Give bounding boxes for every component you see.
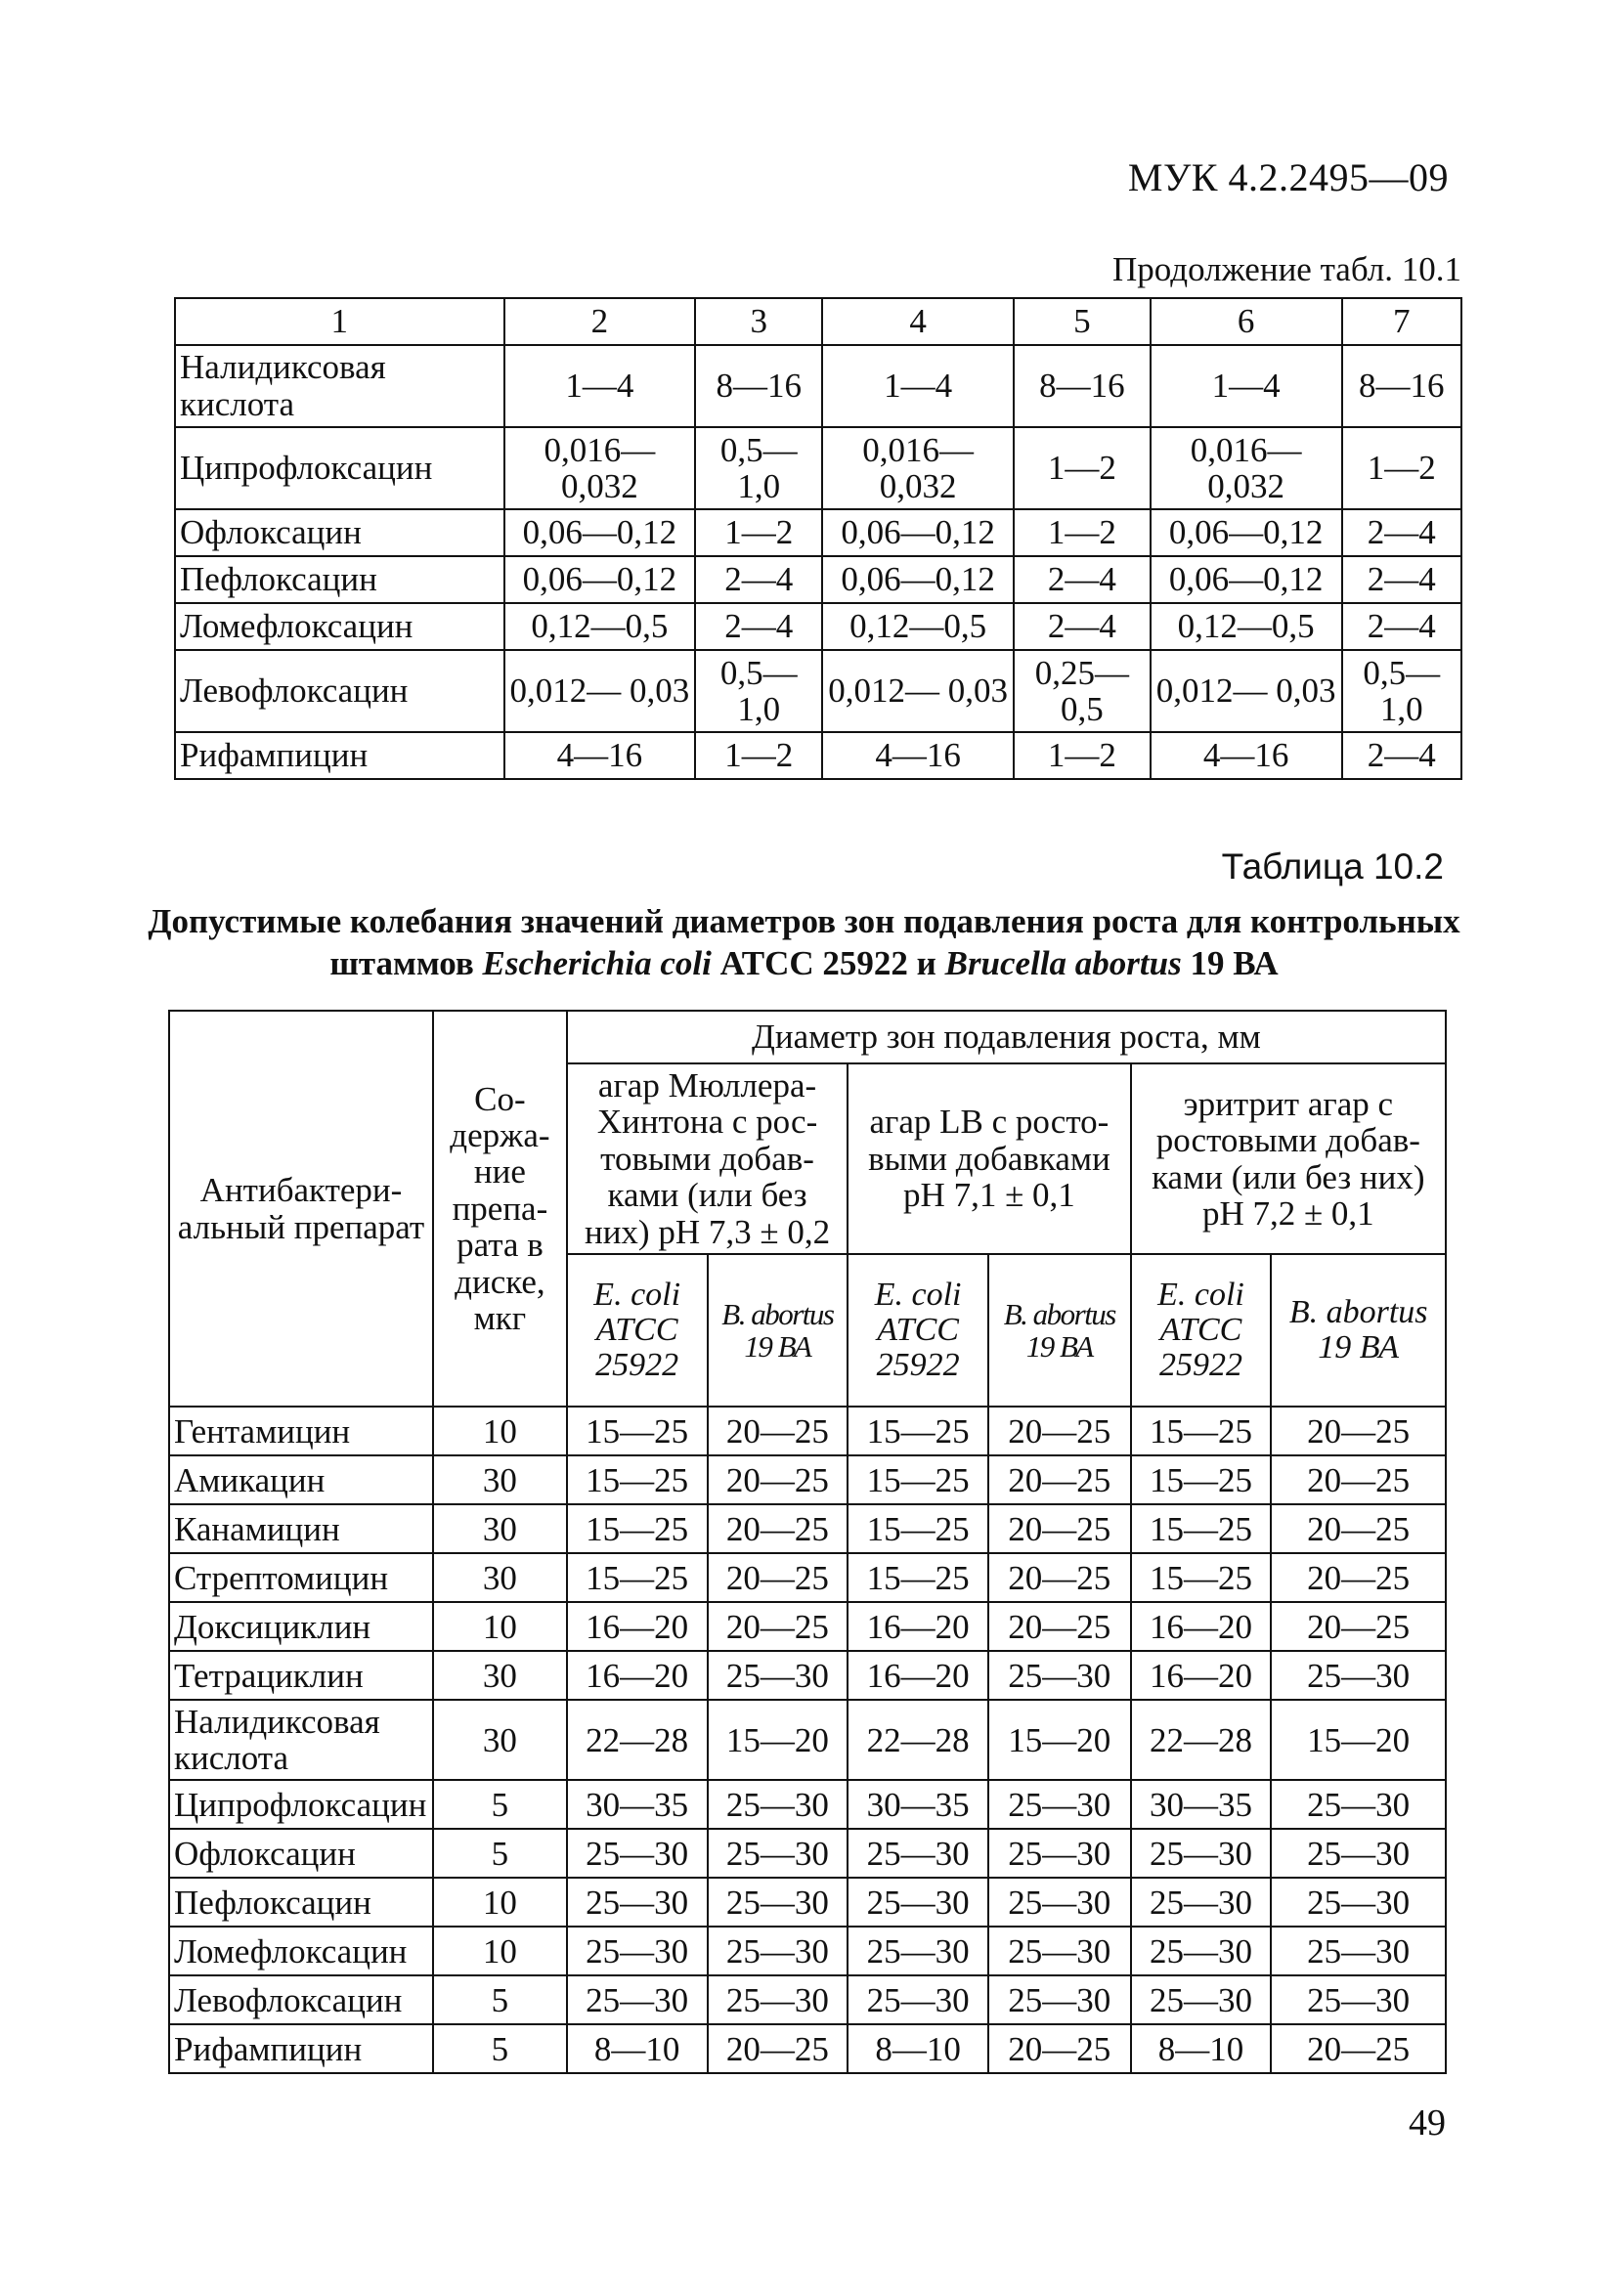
- table-cell: 22—28: [1131, 1700, 1272, 1780]
- table-cell: 0,06—0,12: [504, 556, 696, 603]
- table-cell: 0,12—0,5: [504, 603, 696, 650]
- table-cell: 25—30: [1271, 1975, 1446, 2024]
- table-cell: 25—30: [848, 1975, 988, 2024]
- table-cell: 25—30: [1271, 1829, 1446, 1878]
- table-cell: 25—30: [708, 1780, 849, 1829]
- title-text: АТСС 25922 и: [711, 943, 945, 982]
- table-cell: 0,5— 1,0: [695, 427, 822, 509]
- table-title: [147, 901, 1461, 984]
- drug-dose: 5: [433, 1975, 567, 2024]
- table-cell: 20—25: [988, 2024, 1131, 2073]
- header-medium: агар LB с росто- выми добавками рН 7,1 ± 0,1: [848, 1063, 1130, 1254]
- drug-name: Левофлоксацин: [175, 650, 504, 732]
- header-strain-ecoli: E. coli АТСС 25922: [848, 1254, 988, 1407]
- table-cell: 0,12—0,5: [1151, 603, 1342, 650]
- table-cell: 0,06—0,12: [504, 509, 696, 556]
- table-cell: 4—16: [822, 732, 1014, 779]
- drug-name: Рифампицин: [175, 732, 504, 779]
- table-cell: 25—30: [1271, 1927, 1446, 1975]
- table-cell: 20—25: [1271, 1602, 1446, 1651]
- table-cell: 25—30: [708, 1927, 849, 1975]
- column-number: 6: [1151, 298, 1342, 345]
- table-body: [169, 1407, 1446, 2073]
- drug-name: Ципрофлоксацин: [175, 427, 504, 509]
- drug-dose: 10: [433, 1407, 567, 1455]
- table-cell: 16—20: [567, 1602, 708, 1651]
- table-cell: 20—25: [708, 2024, 849, 2073]
- table-cell: 2—4: [695, 603, 822, 650]
- table-row: [169, 1700, 1446, 1780]
- drug-dose: 10: [433, 1878, 567, 1927]
- drug-name: Налидиксовая кислота: [169, 1700, 433, 1780]
- table-10-2: [168, 1010, 1447, 2074]
- table-cell: 15—20: [988, 1700, 1131, 1780]
- document-code: МУК 4.2.2495—09: [1127, 155, 1449, 199]
- drug-name: Пефлоксацин: [175, 556, 504, 603]
- table-cell: 20—25: [988, 1455, 1131, 1504]
- table-cell: 1—4: [1151, 345, 1342, 427]
- table-body: [175, 298, 1461, 779]
- column-number: 1: [175, 298, 504, 345]
- table-cell: 25—30: [1271, 1878, 1446, 1927]
- table-row: [169, 1975, 1446, 2024]
- table-cell: 15—25: [848, 1455, 988, 1504]
- table-cell: 0,016— 0,032: [822, 427, 1014, 509]
- table-cell: 16—20: [848, 1651, 988, 1700]
- table-cell: 0,5— 1,0: [695, 650, 822, 732]
- table-cell: 8—10: [1131, 2024, 1272, 2073]
- drug-dose: 5: [433, 1829, 567, 1878]
- drug-dose: 30: [433, 1504, 567, 1553]
- table-cell: 8—10: [567, 2024, 708, 2073]
- column-number: 2: [504, 298, 696, 345]
- table-cell: 15—20: [708, 1700, 849, 1780]
- table-cell: 25—30: [988, 1878, 1131, 1927]
- header-diameter: Диаметр зон подавления роста, мм: [567, 1011, 1446, 1063]
- drug-name: Ломефлоксацин: [169, 1927, 433, 1975]
- column-number: 3: [695, 298, 822, 345]
- table-row: [169, 1878, 1446, 1927]
- table-cell: 25—30: [1271, 1651, 1446, 1700]
- table-cell: 15—25: [567, 1504, 708, 1553]
- table-row: [175, 556, 1461, 603]
- table-row: [175, 345, 1461, 427]
- table-cell: 25—30: [708, 1878, 849, 1927]
- table-cell: 25—30: [567, 1927, 708, 1975]
- title-text: Допустимые колебания значений диаметров зон подавления роста для контрольных штаммов: [148, 902, 1460, 982]
- table-cell: 20—25: [1271, 1553, 1446, 1602]
- table-row: [175, 509, 1461, 556]
- drug-name: Амикацин: [169, 1455, 433, 1504]
- table-cell: 0,25—0,5: [1014, 650, 1151, 732]
- table-cell: 22—28: [567, 1700, 708, 1780]
- drug-dose: 30: [433, 1651, 567, 1700]
- table-cell: 25—30: [1271, 1780, 1446, 1829]
- table-cell: 25—30: [988, 1651, 1131, 1700]
- table-cell: 25—30: [848, 1829, 988, 1878]
- table-row: [169, 2024, 1446, 2073]
- column-number: 7: [1342, 298, 1462, 345]
- table-cell: 20—25: [708, 1504, 849, 1553]
- table-cell: 20—25: [1271, 1455, 1446, 1504]
- table-cell: 0,016— 0,032: [504, 427, 696, 509]
- table-cell: 25—30: [848, 1878, 988, 1927]
- drug-dose: 30: [433, 1553, 567, 1602]
- table-cell: 20—25: [1271, 1504, 1446, 1553]
- table-row: [169, 1602, 1446, 1651]
- drug-name: Офлоксацин: [175, 509, 504, 556]
- table-cell: 15—25: [567, 1553, 708, 1602]
- table-cell: 25—30: [1131, 1927, 1272, 1975]
- table-row: [169, 1927, 1446, 1975]
- table-cell: 15—25: [848, 1553, 988, 1602]
- drug-name: Ломефлоксацин: [175, 603, 504, 650]
- drug-dose: 5: [433, 2024, 567, 2073]
- header-strain-babortus: B. abortus 19 ВА: [1271, 1254, 1446, 1407]
- table-cell: 0,12—0,5: [822, 603, 1014, 650]
- column-number: 4: [822, 298, 1014, 345]
- table-row: [169, 1455, 1446, 1504]
- table-cell: 25—30: [988, 1780, 1131, 1829]
- table-cell: 15—25: [1131, 1504, 1272, 1553]
- table-cell: 1—2: [1342, 427, 1462, 509]
- table-cell: 16—20: [1131, 1602, 1272, 1651]
- table-row: [169, 1780, 1446, 1829]
- table-cell: 0,06—0,12: [1151, 556, 1342, 603]
- table-cell: 20—25: [708, 1407, 849, 1455]
- table-cell: 25—30: [988, 1975, 1131, 2024]
- table-cell: 20—25: [708, 1602, 849, 1651]
- header-medium: агар Мюллера- Хинтона с рос- товыми добав- ками (или без них) рН 7,3 ± 0,2: [567, 1063, 848, 1254]
- drug-name: Рифампицин: [169, 2024, 433, 2073]
- table-cell: 25—30: [567, 1829, 708, 1878]
- table-cell: 2—4: [1342, 732, 1462, 779]
- table-cell: 0,06—0,12: [822, 509, 1014, 556]
- drug-name: Левофлоксацин: [169, 1975, 433, 2024]
- table-row: [169, 1553, 1446, 1602]
- table-cell: 15—25: [848, 1407, 988, 1455]
- table-cell: 2—4: [1342, 509, 1462, 556]
- table-cell: 15—25: [1131, 1553, 1272, 1602]
- table-cell: 15—25: [567, 1455, 708, 1504]
- table-cell: 30—35: [1131, 1780, 1272, 1829]
- table-cell: 25—30: [708, 1975, 849, 2024]
- title-text: 19 ВА: [1181, 943, 1279, 982]
- table-cell: 1—2: [1014, 509, 1151, 556]
- table-row: [169, 1651, 1446, 1700]
- table-cell: 25—30: [1131, 1975, 1272, 2024]
- table-cell: 20—25: [1271, 1407, 1446, 1455]
- table-cell: 30—35: [567, 1780, 708, 1829]
- table-cell: 0,012— 0,03: [822, 650, 1014, 732]
- table-row: [175, 650, 1461, 732]
- drug-name: Тетрациклин: [169, 1651, 433, 1700]
- table-cell: 25—30: [1131, 1878, 1272, 1927]
- page-number: 49: [1409, 2102, 1446, 2144]
- drug-dose: 30: [433, 1455, 567, 1504]
- table-cell: 1—2: [695, 732, 822, 779]
- table-row: [169, 1829, 1446, 1878]
- table-10-1-continuation: [174, 297, 1462, 780]
- table-row: [169, 1407, 1446, 1455]
- table-cell: 8—10: [848, 2024, 988, 2073]
- table-row: [175, 427, 1461, 509]
- table-cell: 25—30: [848, 1927, 988, 1975]
- table-cell: 25—30: [988, 1829, 1131, 1878]
- table-row: [175, 603, 1461, 650]
- table-cell: 25—30: [1131, 1829, 1272, 1878]
- header-medium: эритрит агар с ростовыми добав- ками (или без них) рН 7,2 ± 0,1: [1131, 1063, 1446, 1254]
- table-cell: 0,012— 0,03: [1151, 650, 1342, 732]
- table-cell: 25—30: [567, 1975, 708, 2024]
- header-strain-babortus: B. abortus 19 ВА: [988, 1254, 1131, 1407]
- table-cell: 4—16: [504, 732, 696, 779]
- table-cell: 8—16: [1014, 345, 1151, 427]
- table-cell: 1—2: [1014, 732, 1151, 779]
- table-cell: 20—25: [988, 1407, 1131, 1455]
- table-cell: 8—16: [695, 345, 822, 427]
- header-strain-ecoli: E. coli АТСС 25922: [1131, 1254, 1272, 1407]
- table-cell: 20—25: [988, 1504, 1131, 1553]
- table-cell: 15—25: [848, 1504, 988, 1553]
- table-cell: 2—4: [1342, 603, 1462, 650]
- table-number: Таблица 10.2: [1221, 846, 1444, 887]
- table-cell: 25—30: [708, 1829, 849, 1878]
- drug-name: Гентамицин: [169, 1407, 433, 1455]
- drug-name: Ципрофлоксацин: [169, 1780, 433, 1829]
- title-species-ecoli: Escherichia coli: [482, 943, 712, 982]
- table-cell: 20—25: [988, 1553, 1131, 1602]
- table-cell: 1—2: [1014, 427, 1151, 509]
- table-header: [169, 1011, 1446, 1407]
- title-species-brucella: Brucella abortus: [944, 943, 1182, 982]
- table-cell: 8—16: [1342, 345, 1462, 427]
- table-cell: 15—20: [1271, 1700, 1446, 1780]
- table-continuation-note: Продолжение табл. 10.1: [1112, 250, 1461, 288]
- table-cell: 2—4: [695, 556, 822, 603]
- table-cell: 1—2: [695, 509, 822, 556]
- drug-name: Налидиксовая кислота: [175, 345, 504, 427]
- drug-name: Доксициклин: [169, 1602, 433, 1651]
- table-row: [169, 1504, 1446, 1553]
- table-header-row: [175, 298, 1461, 345]
- drug-dose: 10: [433, 1927, 567, 1975]
- table-cell: 16—20: [848, 1602, 988, 1651]
- table-cell: 25—30: [988, 1927, 1131, 1975]
- table-cell: 25—30: [567, 1878, 708, 1927]
- table-cell: 0,016— 0,032: [1151, 427, 1342, 509]
- drug-dose: 30: [433, 1700, 567, 1780]
- table-cell: 25—30: [708, 1651, 849, 1700]
- table-cell: 20—25: [988, 1602, 1131, 1651]
- drug-name: Стрептомицин: [169, 1553, 433, 1602]
- table-cell: 15—25: [1131, 1455, 1272, 1504]
- drug-name: Пефлоксацин: [169, 1878, 433, 1927]
- column-number: 5: [1014, 298, 1151, 345]
- drug-name: Офлоксацин: [169, 1829, 433, 1878]
- table-cell: 2—4: [1014, 603, 1151, 650]
- table-row: [175, 732, 1461, 779]
- header-content: Со- держа- ние препа- рата в диске, мкг: [433, 1011, 567, 1407]
- header-drug: Антибактери- альный препарат: [169, 1011, 433, 1407]
- table-cell: 0,06—0,12: [1151, 509, 1342, 556]
- table-cell: 1—4: [822, 345, 1014, 427]
- table-cell: 1—4: [504, 345, 696, 427]
- table-cell: 20—25: [708, 1455, 849, 1504]
- drug-dose: 10: [433, 1602, 567, 1651]
- table-cell: 16—20: [567, 1651, 708, 1700]
- table-cell: 30—35: [848, 1780, 988, 1829]
- table-cell: 0,06—0,12: [822, 556, 1014, 603]
- table-cell: 15—25: [567, 1407, 708, 1455]
- table-cell: 20—25: [708, 1553, 849, 1602]
- table-cell: 16—20: [1131, 1651, 1272, 1700]
- drug-name: Канамицин: [169, 1504, 433, 1553]
- drug-dose: 5: [433, 1780, 567, 1829]
- table-cell: 4—16: [1151, 732, 1342, 779]
- table-cell: 2—4: [1342, 556, 1462, 603]
- table-cell: 2—4: [1014, 556, 1151, 603]
- header-strain-ecoli: E. coli АТСС 25922: [567, 1254, 708, 1407]
- header-strain-babortus: B. abortus 19 ВА: [708, 1254, 849, 1407]
- table-cell: 15—25: [1131, 1407, 1272, 1455]
- table-cell: 20—25: [1271, 2024, 1446, 2073]
- table-cell: 0,012— 0,03: [504, 650, 696, 732]
- table-cell: 0,5—1,0: [1342, 650, 1462, 732]
- table-cell: 22—28: [848, 1700, 988, 1780]
